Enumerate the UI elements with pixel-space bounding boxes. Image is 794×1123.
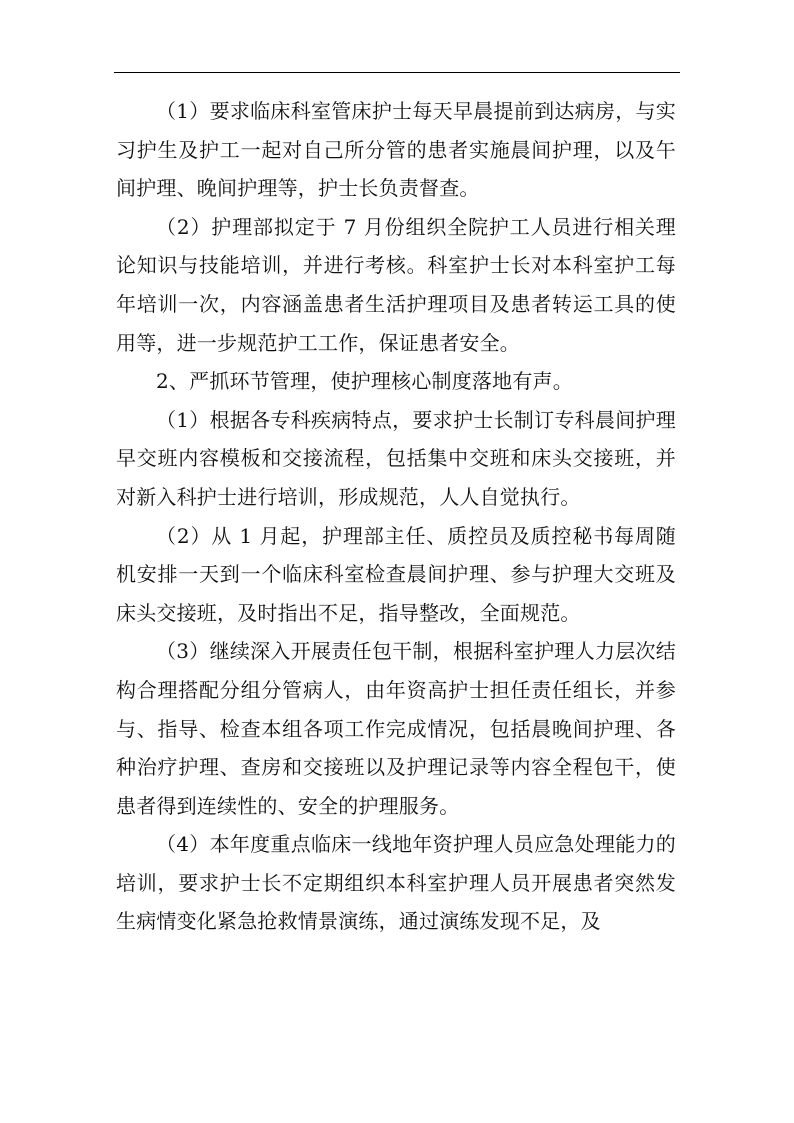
paragraph-1: （1）要求临床科室管床护士每天早晨提前到达病房，与实习护生及护工一起对自己所分管的患者实施晨间护理，以及午间护理、晚间护理等，护士长负责督查。 bbox=[116, 99, 676, 201]
header-rule bbox=[114, 72, 680, 73]
paragraph-4: （2）从 1 月起，护理部主任、质控员及质控秘书每周随机安排一天到一个临床科室检查晨间护理、参与护理大交班及床头交接班，及时指出不足，指导整改，全面规范。 bbox=[116, 523, 676, 625]
paragraph-2: （2）护理部拟定于 7 月份组织全院护工人员进行相关理论知识与技能培训，并进行考核。科室护士长对本科室护工每年培训一次，内容涵盖患者生活护理项目及患者转运工具的使用等，进一步规范护工工作，保证患者安全。 bbox=[116, 214, 676, 355]
paragraph-3: （1）根据各专科疾病特点，要求护士长制订专科晨间护理早交班内容模板和交接流程，包括集中交班和床头交接班，并对新入科护士进行培训，形成规范，人人自觉执行。 bbox=[116, 407, 676, 509]
section-heading: 2、严抓环节管理，使护理核心制度落地有声。 bbox=[156, 369, 573, 394]
document-body bbox=[116, 92, 676, 941]
paragraph-5: （3）继续深入开展责任包干制，根据科室护理人力层次结构合理搭配分组分管病人，由年资高护士担任责任组长，并参与、指导、检查本组各项工作完成情况，包括晨晚间护理、各种治疗护理、查房和交接班以及护理记录等内容全程包干，使患者得到连续性的、安全的护理服务。 bbox=[116, 639, 676, 818]
paragraph-6: （4）本年度重点临床一线地年资护理人员应急处理能力的培训，要求护士长不定期组织本科室护理人员开展患者突然发生病情变化紧急抢救情景演练，通过演练发现不足，及 bbox=[116, 832, 676, 934]
